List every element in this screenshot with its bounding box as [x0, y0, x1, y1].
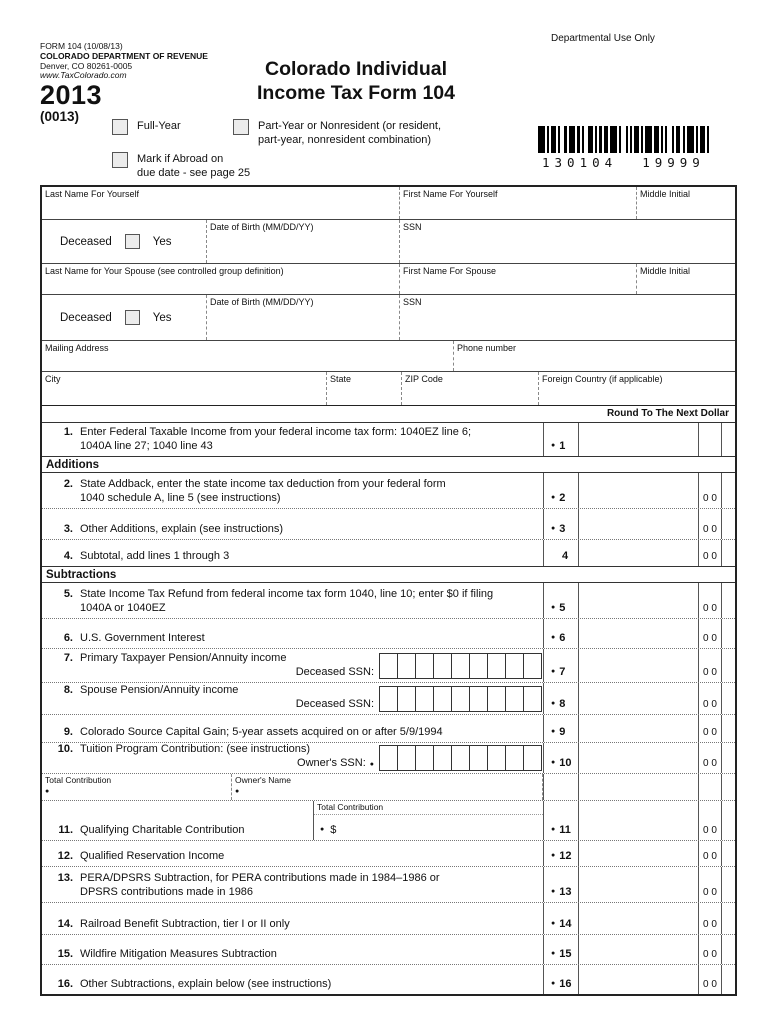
- line-12-cents: 0 0: [698, 841, 721, 866]
- line-11-edge: [721, 801, 735, 840]
- dob-spouse-label: Date of Birth (MM/DD/YY): [210, 297, 314, 307]
- contribution-info-cells: [42, 774, 543, 800]
- middle-initial-self-field[interactable]: [637, 187, 735, 219]
- ssn-box[interactable]: [505, 653, 524, 679]
- line-6-edge: [721, 619, 735, 648]
- form-line-5: [42, 583, 735, 619]
- line-1-amount-field[interactable]: [578, 423, 698, 456]
- abroad-label: Mark if Abroad on due date - see page 25: [137, 153, 251, 179]
- line-7-label: Primary Taxpayer Pension/Annuity income: [80, 652, 287, 664]
- line-12-ref: ● 12: [543, 841, 578, 866]
- line-3-number: 3.: [63, 522, 73, 535]
- form-line-10: [42, 743, 735, 774]
- ssn-box[interactable]: [469, 745, 488, 771]
- bullet-dot: ●: [45, 788, 50, 795]
- ssn-box[interactable]: [397, 653, 416, 679]
- line-2-cents: 0 0: [698, 473, 721, 508]
- deceased-spouse-checkbox[interactable]: [125, 310, 140, 325]
- abroad-option: [112, 152, 250, 181]
- line-3-cents: 0 0: [698, 509, 721, 539]
- last-name-spouse-label: Last Name for Your Spouse (see controlled group definition): [45, 266, 284, 276]
- line-16-amount-field[interactable]: [578, 965, 698, 994]
- dob-ssn-row-spouse: [42, 295, 735, 341]
- line-10-owners-ssn-label: Owner's SSN: ●: [297, 756, 374, 769]
- line-14-desc: [42, 903, 543, 934]
- departmental-use-label: Departmental Use Only: [551, 33, 655, 44]
- bullet-dot: ●: [551, 950, 556, 957]
- line-16-edge: [721, 965, 735, 994]
- line-13-number: 13.: [57, 872, 73, 884]
- bullet-dot: ●: [235, 788, 240, 795]
- line-13-desc: [42, 867, 543, 902]
- line-4-label: Subtotal, add lines 1 through 3: [80, 549, 230, 562]
- line-11-label: Qualifying Charitable Contribution: [80, 823, 245, 836]
- line-5-number: 5.: [63, 588, 73, 600]
- form-title-line1: Colorado Individual: [264, 58, 447, 80]
- ssn-box[interactable]: [469, 686, 488, 712]
- line-10-ssn-boxes[interactable]: [379, 746, 542, 770]
- bullet-dot: ●: [320, 826, 325, 833]
- line-6-label: U.S. Government Interest: [80, 631, 205, 644]
- department-address: Denver, CO 80261-0005: [40, 60, 133, 71]
- form-line-12: [42, 841, 735, 867]
- line-5-amount-field[interactable]: [578, 583, 698, 618]
- form-title-line2: Income Tax Form 104: [257, 82, 455, 105]
- line-8-deceased-ssn-label: Deceased SSN:: [295, 697, 374, 710]
- line-12-desc: [42, 841, 543, 866]
- ssn-box[interactable]: [523, 653, 542, 679]
- line-7-desc: [42, 649, 543, 682]
- city-state-zip-row: [42, 372, 735, 406]
- first-name-spouse-label: First Name For Spouse: [403, 266, 497, 276]
- form-line-14: [42, 903, 735, 935]
- line-2-desc: [42, 473, 543, 508]
- form-line-16: [42, 965, 735, 994]
- line-15-desc: [42, 935, 543, 964]
- line-1-cents: [698, 423, 721, 456]
- line-10-ref: ● 10: [543, 743, 578, 773]
- owners-name-field[interactable]: [232, 774, 543, 800]
- line-10-edge: [721, 743, 735, 773]
- line-9-number: 9.: [63, 725, 73, 738]
- part-year-checkbox[interactable]: [233, 119, 249, 135]
- round-to-dollar-note: Round To The Next Dollar: [42, 406, 735, 423]
- bullet-dot: ●: [551, 700, 556, 707]
- line-1-label: Enter Federal Taxable Income from your federal income tax form: 1040EZ line 6;: [80, 426, 472, 438]
- zip-field[interactable]: [402, 372, 539, 405]
- last-name-spouse-field[interactable]: [42, 264, 400, 294]
- ssn-box[interactable]: [451, 653, 470, 679]
- contribution-info-row: [42, 774, 735, 801]
- line-12-amount-field[interactable]: [578, 841, 698, 866]
- total-contribution-label: Total Contribution: [45, 775, 112, 785]
- line-2-label-2: 1040 schedule A, line 5 (see instructions): [80, 491, 281, 504]
- line-11-number: 11.: [58, 823, 73, 836]
- form-body: [40, 185, 737, 996]
- form-title: [228, 57, 484, 106]
- dob-spouse-field[interactable]: [207, 295, 400, 340]
- dob-self-field[interactable]: [207, 220, 400, 263]
- city-label: City: [45, 374, 61, 384]
- line-7-ssn-boxes[interactable]: [379, 652, 542, 679]
- line-2-number: 2.: [63, 478, 73, 490]
- ssn-box[interactable]: [433, 686, 452, 712]
- form-line-1: [42, 423, 735, 457]
- contribution-row-edge: [721, 774, 735, 800]
- form-code: FORM 104 (10/08/13): [40, 41, 123, 51]
- line-14-label: Railroad Benefit Subtraction, tier I or II only: [80, 917, 290, 930]
- bullet-dot: ●: [551, 852, 556, 859]
- bullet-dot: ●: [551, 442, 556, 449]
- form-line-13: [42, 867, 735, 903]
- line-1-edge: [721, 423, 735, 456]
- line-5-edge: [721, 583, 735, 618]
- line-4-number: 4.: [63, 549, 73, 562]
- mailing-address-field[interactable]: [42, 341, 454, 371]
- bullet-dot: ●: [369, 760, 374, 768]
- line-8-desc: [42, 683, 543, 714]
- line-7-deceased-ssn-label: Deceased SSN:: [295, 665, 374, 678]
- middle-initial-spouse-label: Middle Initial: [640, 266, 691, 276]
- line-5-ref: ● 5: [543, 583, 578, 618]
- line-4-desc: [42, 540, 543, 566]
- line-1-ref: ● 1: [543, 423, 578, 456]
- line-2-ref: ● 2: [543, 473, 578, 508]
- line-9-edge: [721, 715, 735, 742]
- form-line-3: [42, 509, 735, 540]
- phone-number-field[interactable]: [454, 341, 735, 371]
- line-15-label: Wildfire Mitigation Measures Subtraction: [80, 947, 277, 960]
- ssn-box[interactable]: [487, 686, 506, 712]
- deceased-self-yes-label: Yes: [152, 235, 172, 248]
- tax-year: 2013: [40, 80, 103, 111]
- ssn-self-field[interactable]: [400, 220, 735, 263]
- form-line-15: [42, 935, 735, 965]
- line-4-cents: 0 0: [698, 540, 721, 566]
- line-8-cents: 0 0: [698, 683, 721, 714]
- ssn-box[interactable]: [523, 745, 542, 771]
- line-14-ref: ● 14: [543, 903, 578, 934]
- bullet-dot: ●: [551, 728, 556, 735]
- part-year-option: [233, 119, 441, 148]
- line-14-amount-field[interactable]: [578, 903, 698, 934]
- state-label: State: [330, 374, 352, 384]
- line-13-ref: ● 13: [543, 867, 578, 902]
- deceased-self-cell: [42, 220, 207, 263]
- line-15-cents: 0 0: [698, 935, 721, 964]
- line-11-total-contribution-box[interactable]: [313, 801, 543, 840]
- bullet-dot: ●: [551, 920, 556, 927]
- bullet-dot: ●: [551, 634, 556, 641]
- line-12-label: Qualified Reservation Income: [80, 849, 225, 862]
- deceased-spouse-label: Deceased: [60, 311, 112, 324]
- last-name-self-field[interactable]: [42, 187, 400, 219]
- bullet-dot: ●: [551, 759, 556, 766]
- line-6-ref: ● 6: [543, 619, 578, 648]
- line-6-number: 6.: [63, 631, 73, 644]
- line-9-amount-field[interactable]: [578, 715, 698, 742]
- line-3-desc: [42, 509, 543, 539]
- line-11-ref: ● 11: [543, 801, 578, 840]
- bullet-dot: ●: [551, 525, 556, 532]
- line-14-cents: 0 0: [698, 903, 721, 934]
- owners-name-label: Owner's Name: [235, 775, 291, 785]
- line-16-number: 16.: [57, 977, 73, 990]
- form-line-11: [42, 801, 735, 841]
- full-year-checkbox[interactable]: [112, 119, 128, 135]
- ssn-box[interactable]: [397, 686, 416, 712]
- ssn-box[interactable]: [523, 686, 542, 712]
- line-11-amount-field[interactable]: [578, 801, 698, 840]
- line-8-label: Spouse Pension/Annuity income: [80, 684, 239, 696]
- ssn-box[interactable]: [469, 653, 488, 679]
- form-line-9: [42, 715, 735, 743]
- first-name-spouse-field[interactable]: [400, 264, 637, 294]
- first-name-self-label: First Name For Yourself: [403, 189, 498, 199]
- line-1-desc: [42, 423, 543, 456]
- line-15-amount-field[interactable]: [578, 935, 698, 964]
- contribution-row-ref: [543, 774, 578, 800]
- line-1-label-2: 1040A line 27; 1040 line 43: [80, 439, 213, 452]
- barcode-bars: [538, 126, 714, 153]
- line-1-number: 1.: [63, 426, 73, 438]
- additions-header: Additions: [42, 457, 735, 473]
- state-field[interactable]: [327, 372, 402, 405]
- line-4-amount-field[interactable]: [578, 540, 698, 566]
- line-5-desc: [42, 583, 543, 618]
- line-13-edge: [721, 867, 735, 902]
- line-6-cents: 0 0: [698, 619, 721, 648]
- form-line-8: [42, 683, 735, 715]
- line-6-amount-field[interactable]: [578, 619, 698, 648]
- form-id: (0013): [40, 109, 80, 125]
- ssn-box[interactable]: [433, 745, 452, 771]
- name-row-self: [42, 187, 735, 220]
- subtractions-header: Subtractions: [42, 567, 735, 583]
- line-10-desc: [42, 743, 543, 773]
- line-15-number: 15.: [57, 947, 73, 960]
- form-line-6: [42, 619, 735, 649]
- form-line-4: [42, 540, 735, 567]
- deceased-self-checkbox[interactable]: [125, 234, 140, 249]
- line-10-number: 10.: [57, 743, 73, 755]
- department-name: COLORADO DEPARTMENT OF REVENUE: [40, 50, 208, 61]
- address-row: [42, 341, 735, 372]
- mailing-address-label: Mailing Address: [45, 343, 109, 353]
- ssn-box[interactable]: [415, 686, 434, 712]
- ssn-box[interactable]: [433, 653, 452, 679]
- line-9-cents: 0 0: [698, 715, 721, 742]
- line-5-cents: 0 0: [698, 583, 721, 618]
- contribution-row-cents: [698, 774, 721, 800]
- line-4-edge: [721, 540, 735, 566]
- ssn-box[interactable]: [415, 745, 434, 771]
- line-7-edge: [721, 649, 735, 682]
- line-2-label: State Addback, enter the state income tax deduction from your federal form: [80, 478, 446, 490]
- line-10-amount-field[interactable]: [578, 743, 698, 773]
- last-name-self-label: Last Name For Yourself: [45, 189, 140, 199]
- line-8-edge: [721, 683, 735, 714]
- ssn-spouse-field[interactable]: [400, 295, 735, 340]
- foreign-country-label: Foreign Country (if applicable): [542, 374, 663, 384]
- bullet-dot: ●: [551, 604, 556, 611]
- line-6-desc: [42, 619, 543, 648]
- ssn-box[interactable]: [379, 745, 398, 771]
- line-13-cents: 0 0: [698, 867, 721, 902]
- bullet-dot: ●: [551, 980, 556, 987]
- foreign-country-field[interactable]: [539, 372, 735, 405]
- line-16-ref: ● 16: [543, 965, 578, 994]
- form-line-2: [42, 473, 735, 509]
- form-line-7: [42, 649, 735, 683]
- bullet-dot: ●: [551, 668, 556, 675]
- line-3-ref: ● 3: [543, 509, 578, 539]
- line-15-edge: [721, 935, 735, 964]
- line-7-number: 7.: [63, 652, 73, 664]
- line-12-edge: [721, 841, 735, 866]
- agency-block: [40, 42, 208, 125]
- part-year-label: Part-Year or Nonresident (or resident, part-year, nonresident combination): [258, 120, 442, 146]
- line-7-ref: ● 7: [543, 649, 578, 682]
- name-row-spouse: [42, 264, 735, 295]
- middle-initial-spouse-field[interactable]: [637, 264, 735, 294]
- line-8-ref: ● 8: [543, 683, 578, 714]
- barcode-number: 130104 19999: [542, 155, 705, 170]
- ssn-box[interactable]: [505, 745, 524, 771]
- line-13-label: PERA/DPSRS Subtraction, for PERA contributions made in 1984–1986 or: [80, 872, 440, 884]
- line-13-label-2: DPSRS contributions made in 1986: [80, 885, 254, 898]
- deceased-spouse-cell: [42, 295, 207, 340]
- barcode: [538, 126, 716, 170]
- line-11-total-contribution-label: Total Contribution: [314, 801, 543, 815]
- line-16-cents: 0 0: [698, 965, 721, 994]
- line-11-desc: [42, 801, 543, 840]
- ssn-box[interactable]: [487, 745, 506, 771]
- line-11-cents: 0 0: [698, 801, 721, 840]
- line-8-number: 8.: [63, 684, 73, 696]
- bullet-dot: ●: [551, 826, 556, 833]
- full-year-option: [112, 119, 181, 135]
- line-9-ref: ● 9: [543, 715, 578, 742]
- line-3-label: Other Additions, explain (see instructions): [80, 522, 283, 535]
- line-16-label: Other Subtractions, explain below (see instructions): [80, 977, 332, 990]
- ssn-self-label: SSN: [403, 222, 422, 232]
- bullet-dot: ●: [551, 494, 556, 501]
- line-9-desc: [42, 715, 543, 742]
- bullet-dot: ●: [551, 888, 556, 895]
- line-5-label: State Income Tax Refund from federal income tax form 1040, line 10; enter $0 if filing: [80, 588, 494, 600]
- ssn-box[interactable]: [379, 686, 398, 712]
- zip-label: ZIP Code: [405, 374, 443, 384]
- line-3-edge: [721, 509, 735, 539]
- line-15-ref: ● 15: [543, 935, 578, 964]
- dollar-sign: $: [330, 824, 337, 836]
- line-10-label: Tuition Program Contribution: (see instructions): [80, 743, 311, 755]
- line-8-ssn-boxes[interactable]: [379, 686, 542, 711]
- line-3-amount-field[interactable]: [578, 509, 698, 539]
- contribution-row-amount: [578, 774, 698, 800]
- ssn-box[interactable]: [487, 653, 506, 679]
- full-year-label: Full-Year: [137, 120, 181, 132]
- line-7-cents: 0 0: [698, 649, 721, 682]
- city-field[interactable]: [42, 372, 327, 405]
- first-name-self-field[interactable]: [400, 187, 637, 219]
- ssn-box[interactable]: [379, 653, 398, 679]
- ssn-box[interactable]: [451, 686, 470, 712]
- deceased-self-label: Deceased: [60, 235, 112, 248]
- ssn-spouse-label: SSN: [403, 297, 422, 307]
- phone-number-label: Phone number: [457, 343, 517, 353]
- line-7-amount-field[interactable]: [578, 649, 698, 682]
- department-website: www.TaxColorado.com: [40, 70, 127, 81]
- line-11-dollar-field[interactable]: [314, 815, 543, 840]
- line-16-desc: [42, 965, 543, 994]
- ssn-box[interactable]: [505, 686, 524, 712]
- line-4-ref: 4: [543, 540, 578, 566]
- line-13-amount-field[interactable]: [578, 867, 698, 902]
- line-9-label: Colorado Source Capital Gain; 5-year assets acquired on or after 5/9/1994: [80, 725, 443, 738]
- line-8-amount-field[interactable]: [578, 683, 698, 714]
- dob-ssn-row-self: [42, 220, 735, 264]
- line-10-cents: 0 0: [698, 743, 721, 773]
- total-contribution-field[interactable]: [42, 774, 232, 800]
- ssn-box[interactable]: [451, 745, 470, 771]
- line-2-edge: [721, 473, 735, 508]
- line-5-label-2: 1040A or 1040EZ: [80, 601, 166, 614]
- deceased-spouse-yes-label: Yes: [152, 311, 172, 324]
- line-14-number: 14.: [57, 917, 73, 930]
- middle-initial-self-label: Middle Initial: [640, 189, 691, 199]
- ssn-box[interactable]: [397, 745, 416, 771]
- ssn-box[interactable]: [415, 653, 434, 679]
- line-12-number: 12.: [57, 849, 73, 862]
- line-2-amount-field[interactable]: [578, 473, 698, 508]
- dob-self-label: Date of Birth (MM/DD/YY): [210, 222, 314, 232]
- abroad-checkbox[interactable]: [112, 152, 128, 168]
- line-14-edge: [721, 903, 735, 934]
